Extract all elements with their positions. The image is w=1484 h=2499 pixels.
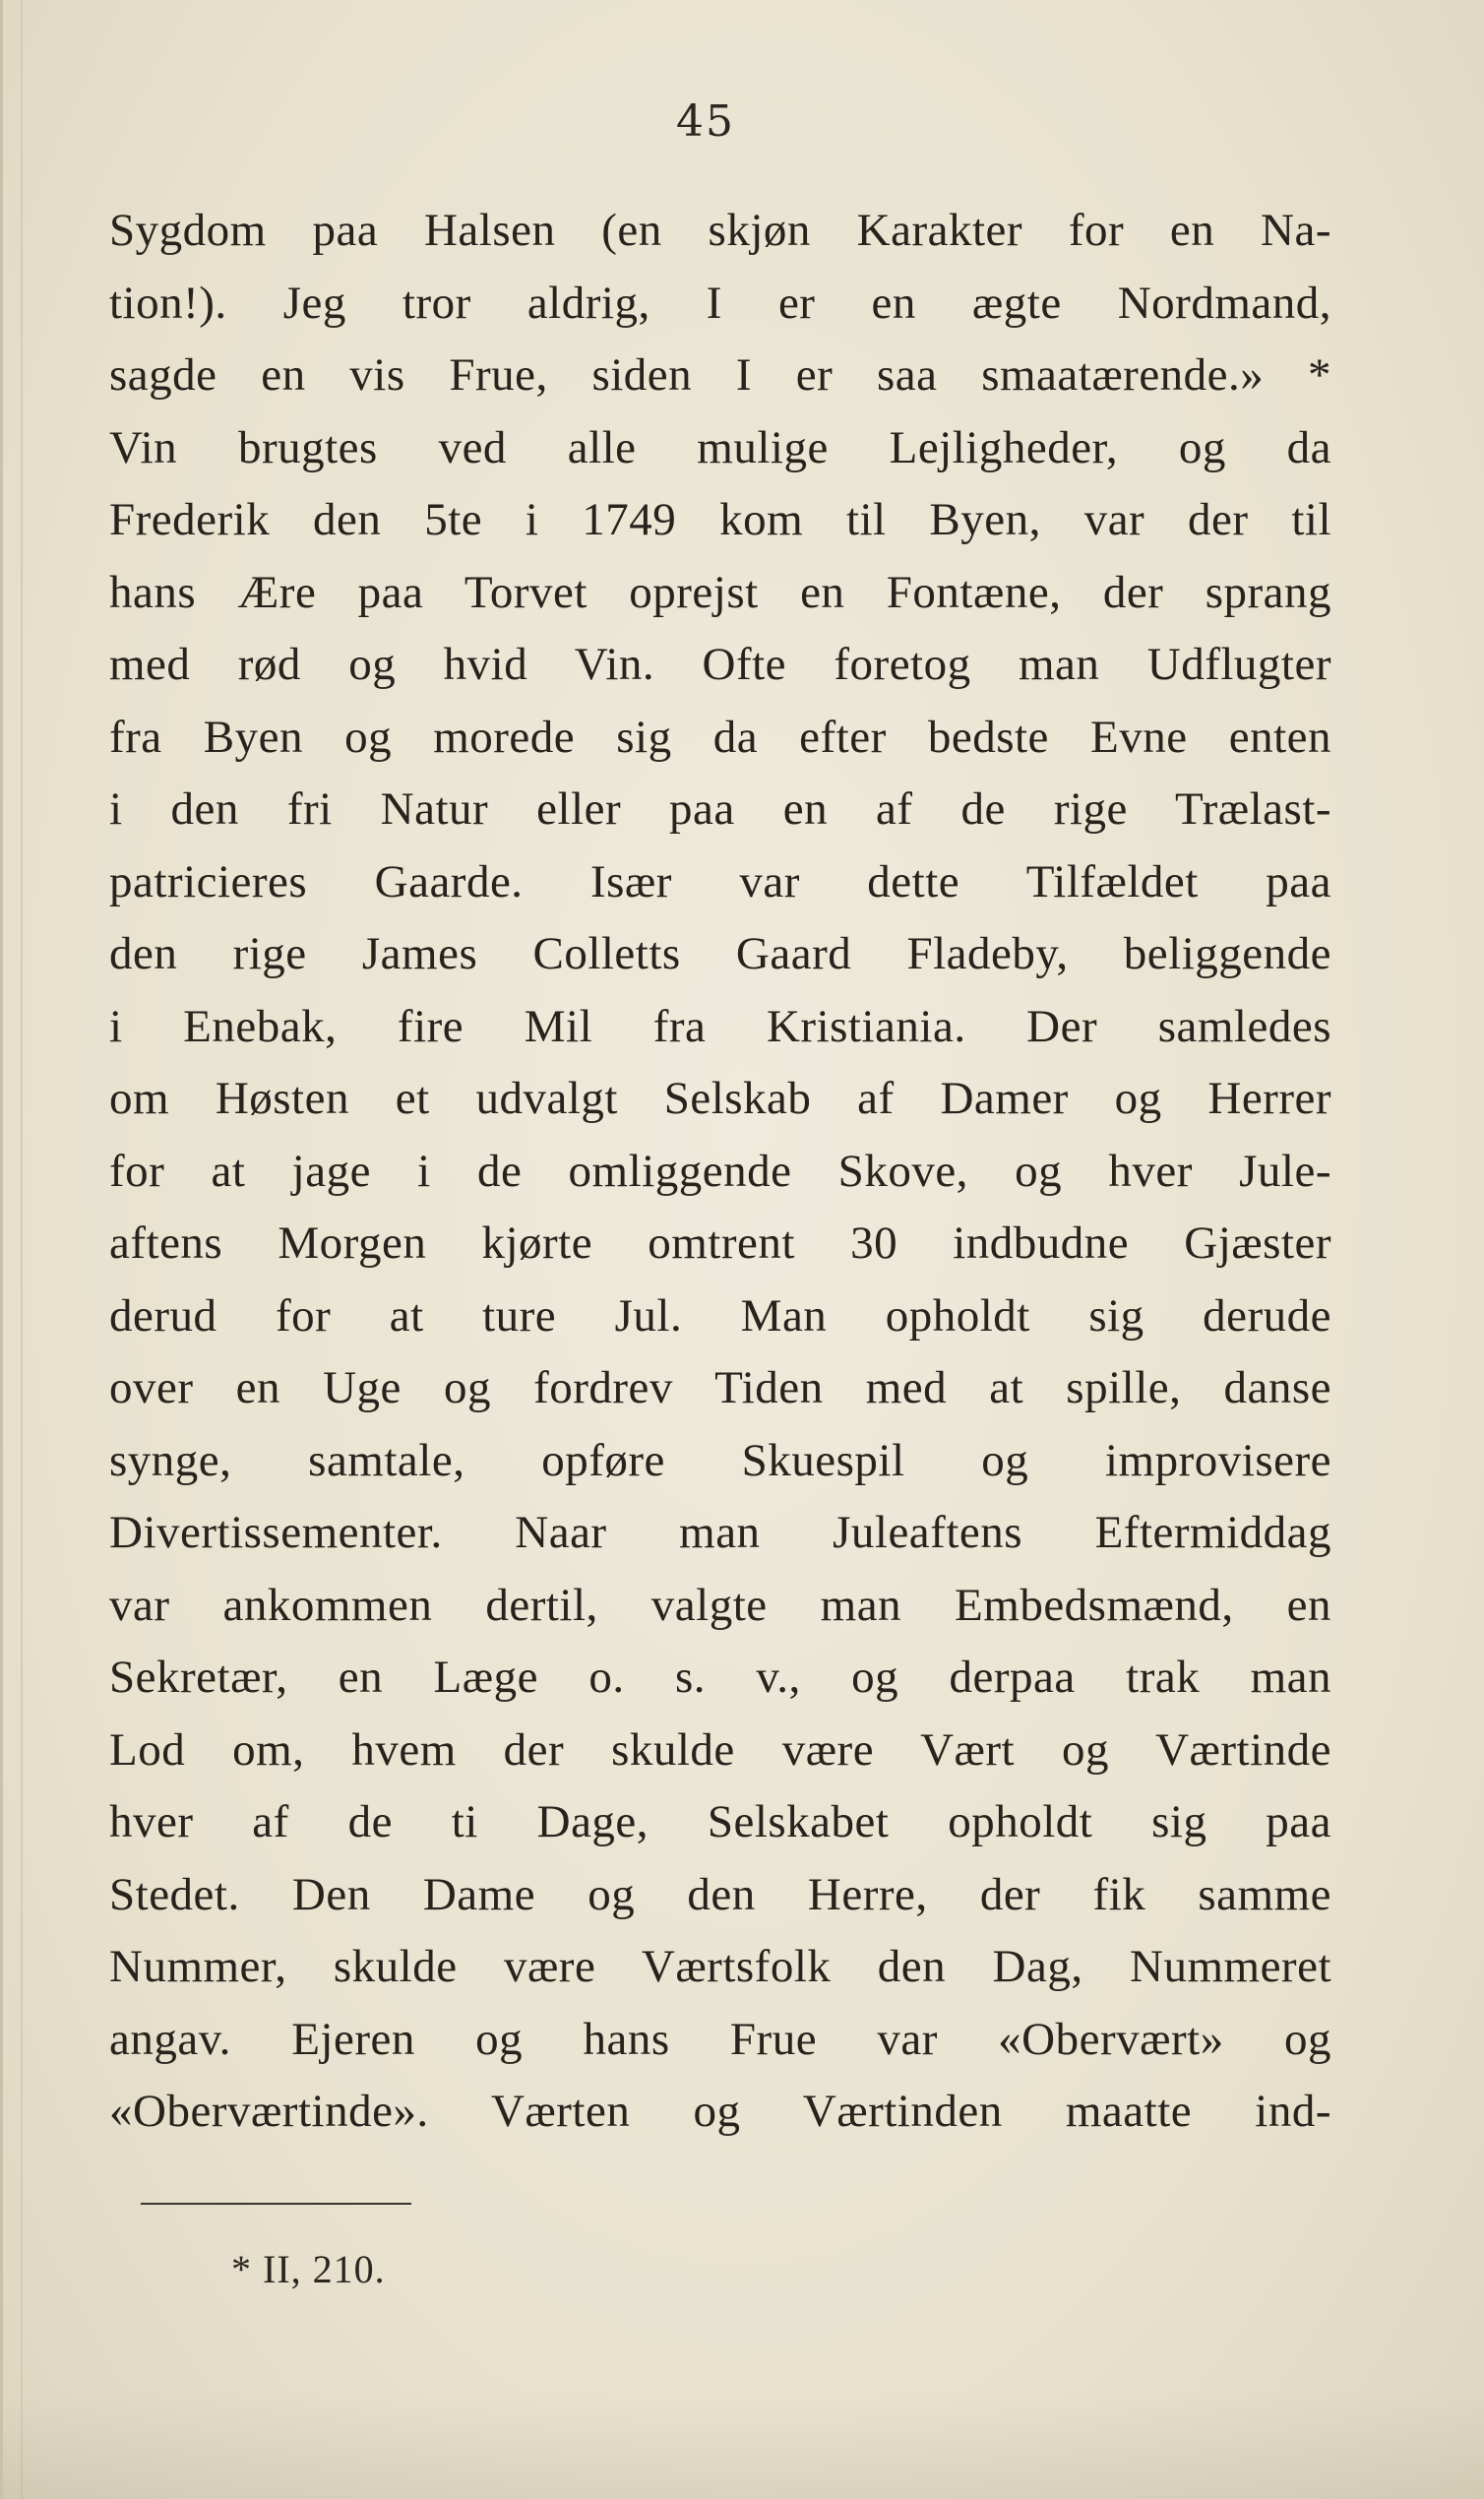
- text-line: Vin brugtes ved alle mulige Lejligheder, og da: [109, 421, 1331, 473]
- body-text: [109, 195, 1331, 2149]
- text-line: hans Ære paa Torvet oprejst en Fontæne, der sprang: [109, 566, 1331, 618]
- text-line: «Oberværtinde». Værten og Værtinden maatte ind-: [109, 2086, 1331, 2137]
- text-line: angav. Ejeren og hans Frue var «Obervært» og: [109, 2013, 1331, 2065]
- text-line: i Enebak, fire Mil fra Kristiania. Der samledes: [109, 1000, 1331, 1052]
- text-line: Sekretær, en Læge o. s. v., og derpaa trak man: [109, 1652, 1331, 1703]
- page-number: 45: [676, 96, 735, 147]
- text-line: Divertissementer. Naar man Juleaftens Eftermiddag: [109, 1507, 1331, 1558]
- text-line: synge, samtale, opføre Skuespil og improvisere: [109, 1434, 1331, 1486]
- text-line: den rige James Colletts Gaard Fladeby, beliggende: [109, 928, 1331, 979]
- footnote-divider: [141, 2203, 411, 2205]
- footnote: * II, 210.: [231, 2247, 386, 2291]
- text-line: Frederik den 5te i 1749 kom til Byen, var der til: [109, 494, 1331, 545]
- text-line: i den fri Natur eller paa en af de rige Trælast-: [109, 783, 1331, 835]
- text-line: patricieres Gaarde. Især var dette Tilfældet paa: [109, 855, 1331, 907]
- text-line: om Høsten et udvalgt Selskab af Damer og Herrer: [109, 1073, 1331, 1124]
- text-line: Lod om, hvem der skulde være Vært og Værtinde: [109, 1723, 1331, 1776]
- text-line: fra Byen og morede sig da efter bedste Evne enten: [109, 711, 1331, 763]
- text-line: aftens Morgen kjørte omtrent 30 indbudne Gjæster: [109, 1218, 1331, 1269]
- text-line: med rød og hvid Vin. Ofte foretog man Udflugter: [109, 639, 1331, 690]
- text-line: Nummer, skulde være Værtsfolk den Dag, Nummeret: [109, 1941, 1331, 1992]
- text-line: tion!). Jeg tror aldrig, I er en ægte Nordmand,: [109, 277, 1331, 329]
- text-line: Stedet. Den Dame og den Herre, der fik samme: [109, 1868, 1331, 1920]
- text-line: derud for at ture Jul. Man opholdt sig derude: [109, 1289, 1331, 1342]
- text-line: Sygdom paa Halsen (en skjøn Karakter for en Na-: [109, 205, 1331, 256]
- text-line: over en Uge og fordrev Tiden med at spille, danse: [109, 1362, 1331, 1413]
- page-shading: [3, 2392, 1484, 2499]
- text-line: var ankommen dertil, valgte man Embedsmænd, en: [109, 1579, 1331, 1631]
- text-line: for at jage i de omliggende Skove, og hver Jule-: [109, 1145, 1331, 1197]
- text-line: hver af de ti Dage, Selskabet opholdt sig paa: [109, 1796, 1331, 1847]
- text-line: sagde en vis Frue, siden I er saa smaatærende.» *: [109, 349, 1331, 401]
- binding-edge: [21, 0, 23, 2499]
